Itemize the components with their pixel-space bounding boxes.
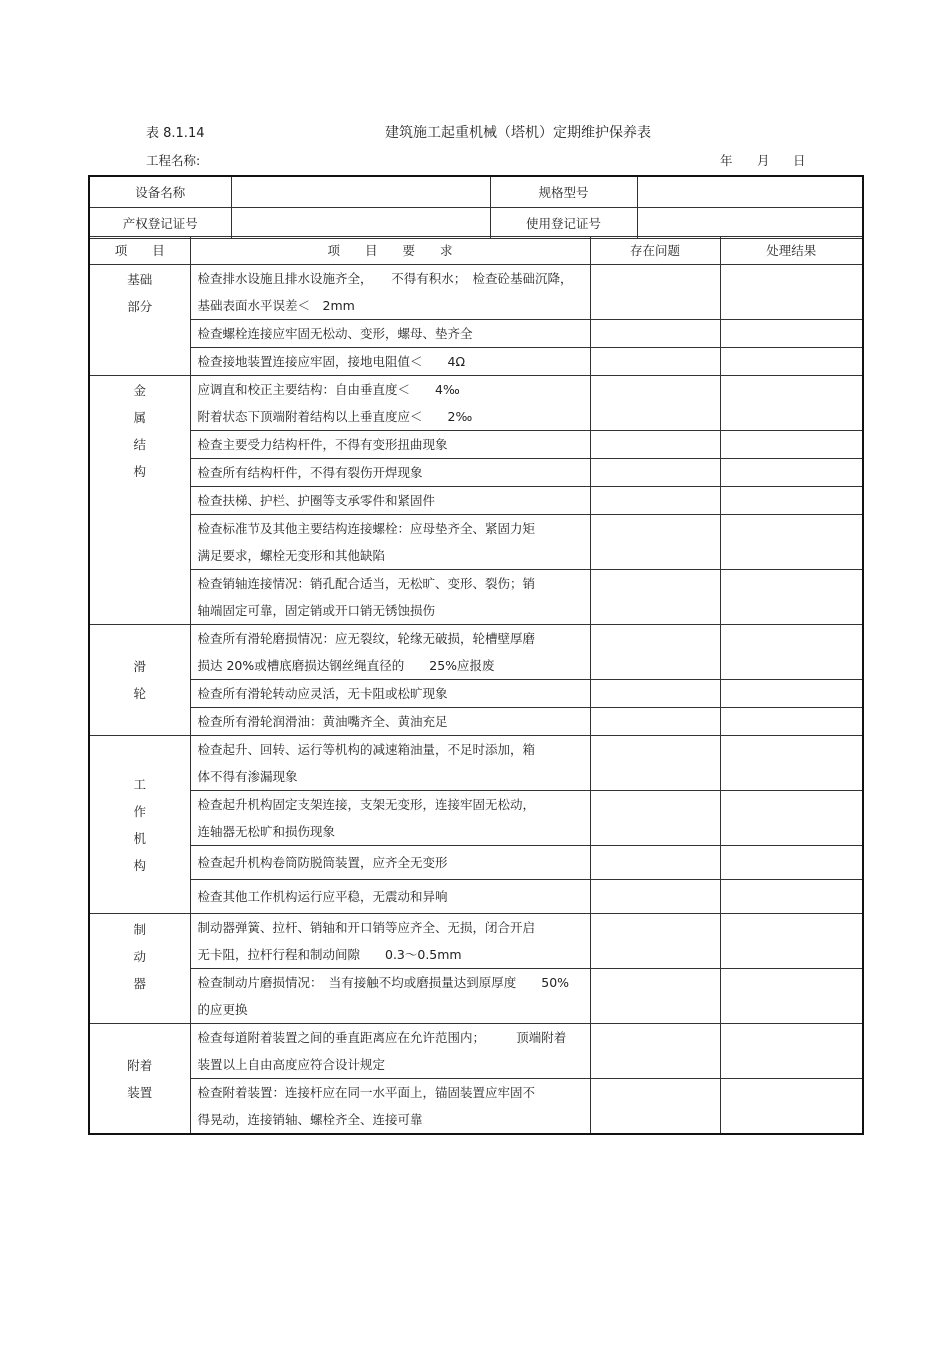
problem-cell[interactable] [590,431,720,459]
problem-cell[interactable] [590,320,720,348]
table-row [89,431,863,459]
problem-cell[interactable] [590,515,720,570]
result-cell[interactable] [720,680,863,708]
table-row [89,680,863,708]
problem-cell[interactable] [590,969,720,1024]
use-reg-field[interactable] [637,208,863,239]
requirement-cell: 检查起升机构固定支架连接，支架无变形，连接牢固无松动， 连轴器无松旷和损伤现象 [190,791,590,846]
table-row [89,459,863,487]
requirement-cell: 检查所有滑轮磨损情况：应无裂纹，轮缘无破损，轮槽壁厚磨 损达 20%或槽底磨损达钢丝绳直径的 25%应报废 [190,625,590,680]
requirement-cell: 检查销轴连接情况：销孔配合适当，无松旷、变形、裂伤；销 轴端固定可靠，固定销或开口销无锈蚀损伤 [190,570,590,625]
table-row [89,515,863,570]
requirement-cell: 检查接地装置连接应牢固，接地电阻值＜ 4Ω [190,348,590,376]
requirement-cell: 检查附着装置：连接杆应在同一水平面上，锚固装置应牢固不 得晃动，连接销轴、螺栓齐全、连接可靠 [190,1079,590,1135]
table-number: 表 8.1.14 [146,126,205,141]
requirement-cell: 检查主要受力结构杆件，不得有变形扭曲现象 [190,431,590,459]
table-row [89,348,863,376]
date-month-label: 月 [757,153,770,168]
result-cell[interactable] [720,570,863,625]
problem-cell[interactable] [590,1024,720,1079]
table-row [89,914,863,969]
result-cell[interactable] [720,515,863,570]
requirement-cell: 检查其他工作机构运行应平稳，无震动和异响 [190,880,590,914]
problem-cell[interactable] [590,736,720,791]
problem-cell[interactable] [590,487,720,515]
problem-cell[interactable] [590,625,720,680]
document-title: 建筑施工起重机械（塔机）定期维护保养表 [385,125,651,141]
info-row [89,208,863,239]
result-cell[interactable] [720,487,863,515]
table-row [89,846,863,880]
table-row [89,625,863,680]
problem-cell[interactable] [590,914,720,969]
equipment-info-table [88,175,864,239]
result-cell[interactable] [720,625,863,680]
requirement-cell: 检查螺栓连接应牢固无松动、变形，螺母、垫齐全 [190,320,590,348]
problem-cell[interactable] [590,265,720,320]
section-brake: 制 动 器 [89,914,190,1024]
table-row [89,1079,863,1135]
use-reg-label: 使用登记证号 [490,208,637,239]
table-row [89,1024,863,1079]
section-metal-structure: 金 属 结 构 [89,376,190,625]
problem-cell[interactable] [590,880,720,914]
property-reg-field[interactable] [231,208,490,239]
date-day-label: 日 [793,153,806,168]
problem-cell[interactable] [590,708,720,736]
table-row [89,791,863,846]
result-cell[interactable] [720,846,863,880]
requirement-cell: 检查所有结构杆件，不得有裂伤开焊现象 [190,459,590,487]
property-reg-label: 产权登记证号 [89,208,231,239]
section-working-mechanism: 工 作 机 构 [89,736,190,914]
table-row [89,376,863,431]
requirement-cell: 制动器弹簧、拉杆、销轴和开口销等应齐全、无损，闭合开启 无卡阻，拉杆行程和制动间隙 0.3～0.5mm [190,914,590,969]
result-cell[interactable] [720,880,863,914]
result-cell[interactable] [720,708,863,736]
project-name-label: 工程名称: [146,153,201,168]
maintenance-table [88,236,864,1135]
result-cell[interactable] [720,736,863,791]
requirement-cell: 检查排水设施且排水设施齐全， 不得有积水； 检查砼基础沉降， 基础表面水平误差＜ 2mm [190,265,590,320]
result-cell[interactable] [720,1079,863,1135]
requirement-cell: 检查每道附着装置之间的垂直距离应在允许范围内； 顶端附着 装置以上自由高度应符合设计规定 [190,1024,590,1079]
model-field[interactable] [637,176,863,208]
section-foundation: 基础 部分 [89,265,190,376]
problem-cell[interactable] [590,680,720,708]
result-cell[interactable] [720,431,863,459]
column-header-problem: 存在问题 [590,237,720,265]
problem-cell[interactable] [590,846,720,880]
equipment-name-label: 设备名称 [89,176,231,208]
requirement-cell: 检查所有滑轮转动应灵活，无卡阻或松旷现象 [190,680,590,708]
problem-cell[interactable] [590,459,720,487]
table-row [89,570,863,625]
problem-cell[interactable] [590,376,720,431]
info-row [89,176,863,208]
table-row [89,708,863,736]
requirement-cell: 检查制动片磨损情况： 当有接触不均或磨损量达到原厚度 50% 的应更换 [190,969,590,1024]
section-pulley: 滑 轮 [89,625,190,736]
requirement-cell: 检查所有滑轮润滑油：黄油嘴齐全、黄油充足 [190,708,590,736]
table-row [89,969,863,1024]
column-header-item: 项 目 [89,237,190,265]
table-row [89,487,863,515]
section-attachment: 附着 装置 [89,1024,190,1135]
table-row [89,736,863,791]
result-cell[interactable] [720,459,863,487]
result-cell[interactable] [720,914,863,969]
problem-cell[interactable] [590,791,720,846]
requirement-cell: 检查起升机构卷筒防脱筒装置，应齐全无变形 [190,846,590,880]
requirement-cell: 检查起升、回转、运行等机构的减速箱油量，不足时添加，箱 体不得有渗漏现象 [190,736,590,791]
result-cell[interactable] [720,791,863,846]
requirement-cell: 应调直和校正主要结构：自由垂直度＜ 4‰ 附着状态下顶端附着结构以上垂直度应＜ 2‰ [190,376,590,431]
header-row [89,237,863,265]
equipment-name-field[interactable] [231,176,490,208]
table-row [89,320,863,348]
problem-cell[interactable] [590,570,720,625]
table-row [89,880,863,914]
result-cell[interactable] [720,265,863,320]
date-year-label: 年 [720,153,733,168]
table-row [89,265,863,320]
requirement-cell: 检查扶梯、护栏、护圈等支承零件和紧固件 [190,487,590,515]
result-cell[interactable] [720,348,863,376]
result-cell[interactable] [720,320,863,348]
problem-cell[interactable] [590,1079,720,1135]
requirement-cell: 检查标准节及其他主要结构连接螺栓：应母垫齐全、紧固力矩 满足要求，螺栓无变形和其他缺陷 [190,515,590,570]
model-label: 规格型号 [490,176,637,208]
column-header-result: 处理结果 [720,237,863,265]
column-header-requirement: 项 目 要 求 [190,237,590,265]
problem-cell[interactable] [590,348,720,376]
result-cell[interactable] [720,1024,863,1079]
result-cell[interactable] [720,969,863,1024]
result-cell[interactable] [720,376,863,431]
